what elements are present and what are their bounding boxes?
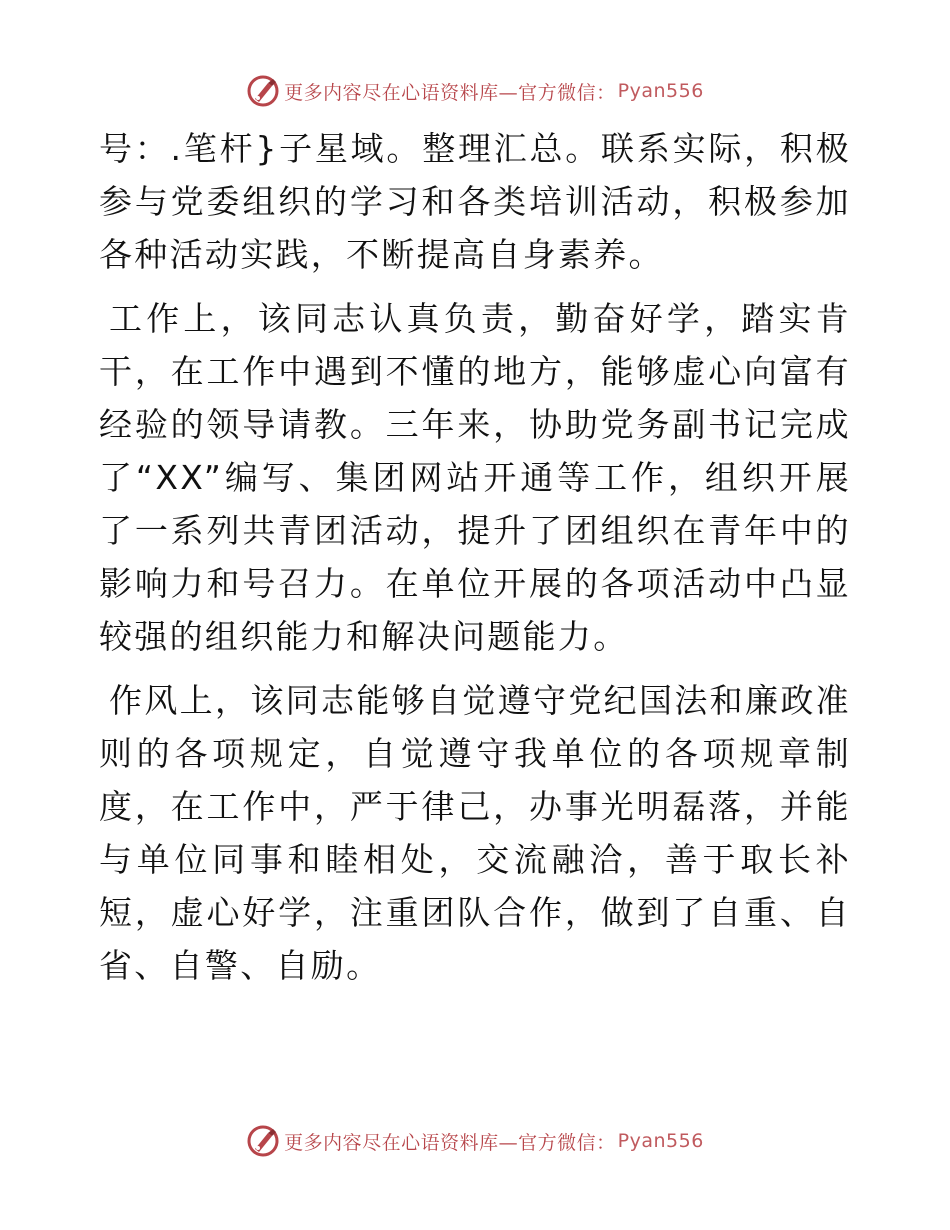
paragraph-2: 工作上，该同志认真负责，勤奋好学，踏实肯干，在工作中遇到不懂的地方，能够虚心向富有经验的领导请教。三年来，协助党务副书记完成了“XX”编写、集团网站开通等工作，组织开展了一系列共青团活动，提升了团组织在青年中的影响力和号召力。在单位开展的各项活动中凸显较强的组织能力和解决问题能力。 — [99, 299, 851, 656]
document-body — [99, 122, 851, 992]
paragraph-1: 号：.笔杆}子星域。整理汇总。联系实际，积极参与党委组织的学习和各类培训活动，积极参加各种活动实践，不断提高自身素养。 — [99, 129, 851, 274]
footer-watermark-banner — [0, 1121, 950, 1161]
header-banner-text: 更多内容尽在心语资料库—官方微信： — [284, 81, 616, 104]
footer-banner-handle: Pyan556 — [617, 1130, 704, 1152]
header-banner-handle: Pyan556 — [617, 80, 704, 102]
pen-nib-logo-icon — [246, 74, 280, 108]
footer-banner-text: 更多内容尽在心语资料库—官方微信： — [284, 1131, 616, 1154]
paragraph-3: 作风上，该同志能够自觉遵守党纪国法和廉政准则的各项规定，自觉遵守我单位的各项规章制度，在工作中，严于律己，办事光明磊落，并能与单位同事和睦相处，交流融洽，善于取长补短，虚心好学，注重团队合作，做到了自重、自省、自警、自励。 — [99, 681, 851, 985]
header-watermark-banner — [0, 71, 950, 111]
pen-nib-logo-icon — [246, 1124, 280, 1158]
